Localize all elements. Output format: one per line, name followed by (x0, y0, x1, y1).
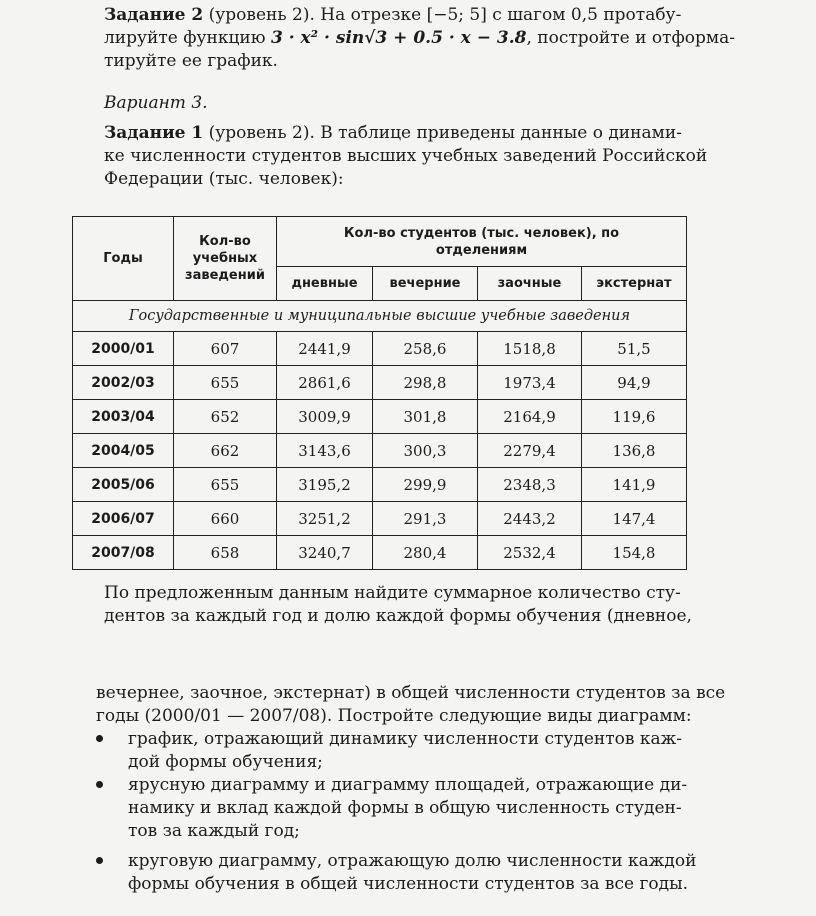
table-row (73, 468, 687, 502)
cell-day: 3251,2 (277, 502, 373, 536)
cell-correspondence: 2443,2 (478, 502, 582, 536)
cell-day: 3143,6 (277, 434, 373, 468)
students-table (72, 216, 687, 570)
header-years: Годы (73, 217, 174, 301)
cell-day: 3195,2 (277, 468, 373, 502)
cell-year: 2003/04 (73, 400, 174, 434)
variant-heading: Вариант 3. (104, 93, 208, 113)
bullet-icon (96, 735, 103, 742)
bullet-icon (96, 781, 103, 788)
cell-evening: 280,4 (373, 536, 478, 570)
cell-external: 51,5 (582, 332, 687, 366)
cell-count: 655 (174, 468, 277, 502)
cell-evening: 301,8 (373, 400, 478, 434)
task1-label: Задание 1 (104, 123, 204, 143)
cell-count: 655 (174, 366, 277, 400)
cell-evening: 299,9 (373, 468, 478, 502)
task1-line1: Задание 1 (уровень 2). В таблице приведены данные о динами- (104, 123, 682, 143)
cell-year: 2004/05 (73, 434, 174, 468)
cell-count: 662 (174, 434, 277, 468)
cell-correspondence: 2164,9 (478, 400, 582, 434)
header-evening: вечерние (373, 267, 478, 301)
cell-day: 2861,6 (277, 366, 373, 400)
cell-day: 3240,7 (277, 536, 373, 570)
header-institutions: Кол-во учебных заведений (174, 217, 277, 301)
header-students: Кол-во студентов (тыс. человек), по отделениям (277, 217, 687, 267)
cell-year: 2002/03 (73, 366, 174, 400)
after-table-line2: дентов за каждый год и долю каждой формы обучения (дневное, (104, 606, 692, 626)
cell-external: 119,6 (582, 400, 687, 434)
bullet1-line2: дой формы обучения; (128, 752, 323, 772)
function-formula: 3 · x² · sin√3 + 0.5 · x − 3.8 (270, 28, 527, 48)
cell-year: 2005/06 (73, 468, 174, 502)
table-row (73, 502, 687, 536)
cell-count: 652 (174, 400, 277, 434)
cell-external: 94,9 (582, 366, 687, 400)
table-row (73, 536, 687, 570)
cell-correspondence: 2348,3 (478, 468, 582, 502)
task1-line3: Федерации (тыс. человек): (104, 169, 344, 189)
header-day: дневные (277, 267, 373, 301)
bullet1-line1: график, отражающий динамику численности студентов каж- (128, 729, 682, 749)
task2-line2: лируйте функцию 3 · x² · sin√3 + 0.5 · x − 3.8, постройте и отформа- (104, 28, 735, 48)
task2-line3: тируйте ее график. (104, 51, 278, 71)
bullet-icon (96, 857, 103, 864)
cell-external: 147,4 (582, 502, 687, 536)
cell-evening: 300,3 (373, 434, 478, 468)
bullet2-line3: тов за каждый год; (128, 821, 300, 841)
table-row (73, 332, 687, 366)
cell-count: 660 (174, 502, 277, 536)
task2-label: Задание 2 (104, 5, 204, 25)
bullet2-line1: ярусную диаграмму и диаграмму площадей, отражающие ди- (128, 775, 688, 795)
cell-evening: 291,3 (373, 502, 478, 536)
cell-external: 141,9 (582, 468, 687, 502)
table-row (73, 366, 687, 400)
task1-line2: ке численности студентов высших учебных заведений Российской (104, 146, 708, 166)
cell-correspondence: 1973,4 (478, 366, 582, 400)
cell-correspondence: 1518,8 (478, 332, 582, 366)
bullet2-line2: намику и вклад каждой формы в общую численность студен- (128, 798, 682, 818)
bullet3-line2: формы обучения в общей численности студентов за все годы. (128, 874, 689, 894)
header-correspondence: заочные (478, 267, 582, 301)
cell-count: 658 (174, 536, 277, 570)
table-row (73, 400, 687, 434)
task2-line1 (104, 4, 681, 26)
after-table-line3: вечернее, заочное, экстернат) в общей численности студентов за все (96, 683, 726, 703)
after-table-line1: По предложенным данным найдите суммарное количество сту- (104, 583, 681, 603)
cell-year: 2006/07 (73, 502, 174, 536)
cell-evening: 258,6 (373, 332, 478, 366)
cell-correspondence: 2279,4 (478, 434, 582, 468)
bullet3-line1: круговую диаграмму, отражающую долю численности каждой (128, 851, 697, 871)
cell-count: 607 (174, 332, 277, 366)
cell-year: 2000/01 (73, 332, 174, 366)
task2-text: (уровень 2). На отрезке [−5; 5] с шагом 0,5 протабу- (203, 5, 682, 25)
cell-external: 136,8 (582, 434, 687, 468)
cell-correspondence: 2532,4 (478, 536, 582, 570)
cell-day: 2441,9 (277, 332, 373, 366)
cell-year: 2007/08 (73, 536, 174, 570)
cell-external: 154,8 (582, 536, 687, 570)
after-table-line4: годы (2000/01 — 2007/08). Постройте следующие виды диаграмм: (96, 706, 692, 726)
header-external: экстернат (582, 267, 687, 301)
section-label: Государственные и муниципальные высшие учебные заведения (73, 301, 687, 332)
cell-evening: 298,8 (373, 366, 478, 400)
cell-day: 3009,9 (277, 400, 373, 434)
table-row (73, 434, 687, 468)
